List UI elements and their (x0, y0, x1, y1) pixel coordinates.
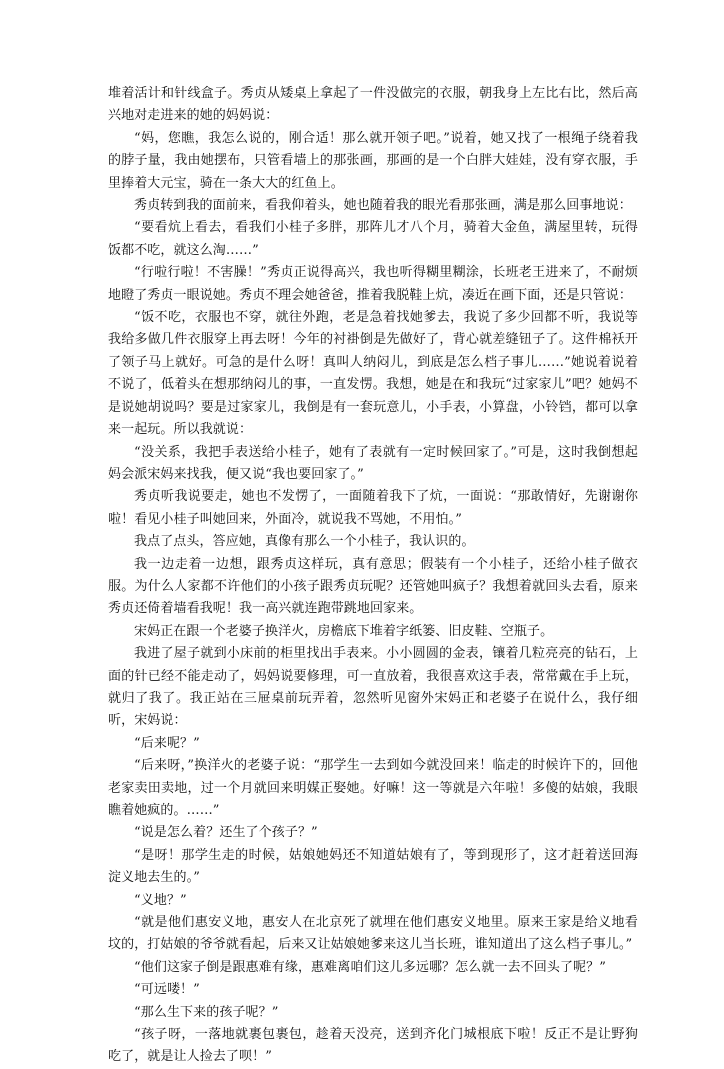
paragraph: “孩子呀，一落地就裹包裹包，趁着天没亮，送到齐化门城根底下啦！反正不是让野狗吃了，就是让人捡去了呗！” (108, 1027, 638, 1065)
paragraph: 我进了屋子就到小床前的柜里找出手表来。小小圆圆的金表，镶着几粒亮亮的钻石，上面的针已经不能走动了，妈妈说要修理，可一直放着，我很喜欢这手表，常常戴在手上玩，就归了我了。我正站在三屉桌前玩弄着，忽然听见窗外宋妈正和老婆子在说什么，我仔细听，宋妈说： (108, 646, 638, 729)
paragraph: “后来呢？” (134, 735, 200, 751)
paragraph: “那么生下来的孩子呢？” (134, 1004, 279, 1020)
paragraph: “要看炕上看去，看我们小桂子多胖，那阵儿才八个月，骑着大金鱼，满屋里转，玩得饭都不吃，就这么淘……” (108, 220, 638, 258)
document-page (108, 83, 638, 1069)
paragraph: “没关系，我把手表送给小桂子，她有了表就有一定时候回家了。”可是，这时我倒想起妈会派宋妈来找我，便又说“我也要回家了。” (108, 444, 638, 482)
paragraph: 秀贞听我说要走，她也不发愣了，一面随着我下了炕，一面说：“那敢情好，先谢谢你啦！看见小桂子叫她回来，外面冷，就说我不骂她，不用怕。” (108, 489, 638, 527)
paragraph: 我一边走着一边想，跟秀贞这样玩，真有意思；假装有一个小桂子，还给小桂子做衣服。为什么人家都不许他们的小孩子跟秀贞玩呢？还管她叫疯子？我想着就回头去看，原来秀贞还倚着墙看我呢！我一高兴就连跑带跳地回家来。 (108, 556, 638, 617)
paragraph: “他们这家子倒是跟惠难有缘，惠难离咱们这儿多远哪？怎么就一去不回头了呢？” (134, 959, 606, 975)
paragraph: 秀贞转到我的面前来，看我仰着头，她也随着我的眼光看那张画，满是那么回事地说： (134, 198, 632, 214)
paragraph: “是呀！那学生走的时候，姑娘她妈还不知道姑娘有了，等到现形了，这才赶着送回海淀义地去生的。” (108, 847, 638, 886)
paragraph: “后来呀，”换洋火的老婆子说：“那学生一去到如今就没回来！临走的时候许下的，回他老家卖田卖地，过一个月就回来明媒正娶她。好嘛！这一等就是六年啦！多傻的姑娘，我眼瞧着她疯的。……” (108, 758, 638, 818)
paragraph: 我点了点头，答应她，真像有那么一个小桂子，我认识的。 (134, 534, 475, 550)
paragraph: “义地？” (134, 892, 187, 908)
paragraph: “行啦行啦！不害臊！”秀贞正说得高兴，我也听得糊里糊涂，长班老王进来了，不耐烦地瞪了秀贞一眼说她。秀贞不理会她爸爸，推着我脱鞋上炕，凑近在画下面，还是只管说： (108, 265, 638, 303)
paragraph: “说是怎么着？还生了个孩子？” (134, 825, 318, 841)
paragraph: 堆着活计和针线盒子。秀贞从矮桌上拿起了一件没做完的衣服，朝我身上左比右比，然后高兴地对走进来的她的妈妈说： (108, 86, 638, 124)
paragraph: 宋妈正在跟一个老婆子换洋火，房檐底下堆着字纸篓、旧皮鞋、空瓶子。 (134, 623, 554, 639)
paragraph: “就是他们惠安义地，惠安人在北京死了就埋在他们惠安义地里。原来王家是给义地看坟的，打姑娘的爷爷就看起，后来又让姑娘她爹来这儿当长班，谁知道出了这么档子事儿。” (108, 915, 638, 953)
paragraph: “妈，您瞧，我怎么说的，刚合适！那么就开领子吧。”说着，她又找了一根绳子绕着我的脖子量，我由她摆布，只管看墙上的那张画，那画的是一个白胖大娃娃，没有穿衣服，手里捧着大元宝，骑在一条大大的红鱼上。 (108, 130, 638, 191)
paragraph: “可远喽！” (134, 982, 200, 998)
paragraph: “饭不吃，衣服也不穿，就往外跑，老是急着找她爹去，我说了多少回都不听，我说等我给多做几件衣服穿上再去呀！今年的衬褂倒是先做好了，背心就差缝钮子了。这件棉袄开了领子马上就好。可急的是什么呀！真叫人纳闷儿，到底是怎么档子事儿……”她说着说着不说了，低着头在想那纳闷儿的事，一直发愣。我想，她是在和我玩“过家家儿”吧？她妈不是说她胡说吗？要是过家家儿，我倒是有一套玩意儿，小手表，小算盘，小铃铛，都可以拿来一起玩。所以我就说： (108, 310, 638, 438)
